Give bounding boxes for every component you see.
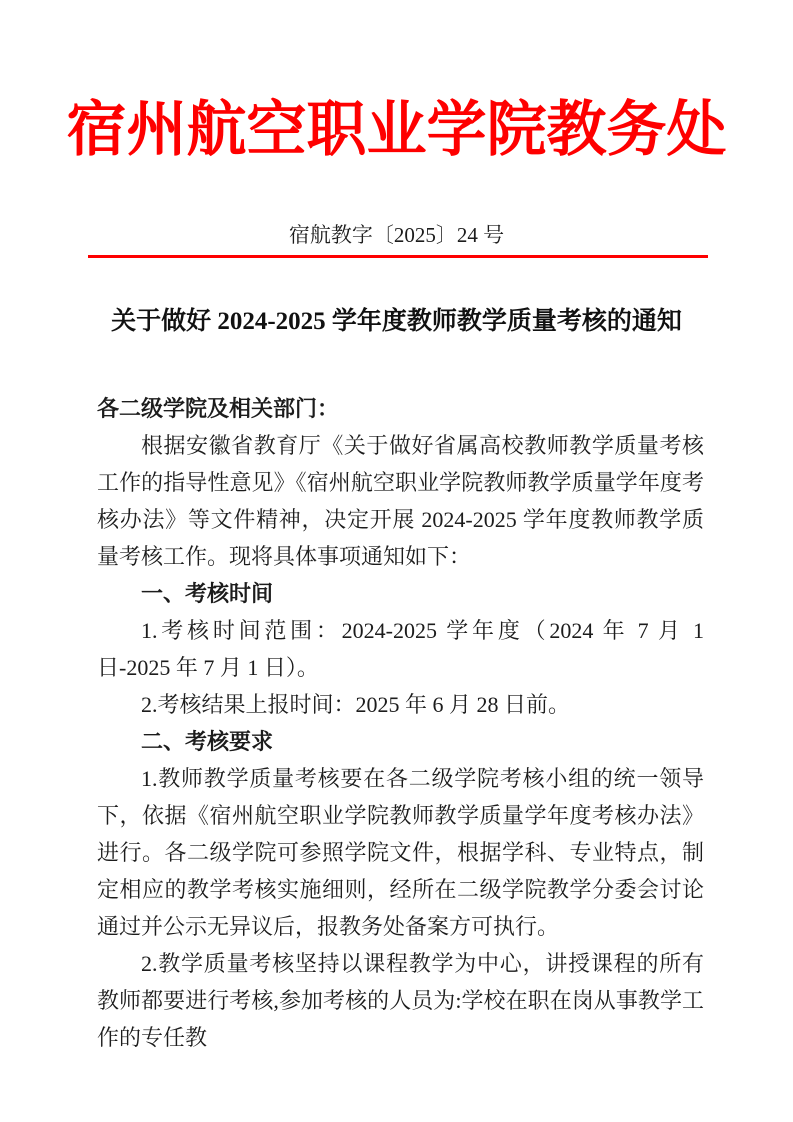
notice-body — [97, 390, 704, 1056]
salutation: 各二级学院及相关部门： — [97, 396, 340, 421]
letterhead-title: 宿州航空职业学院教务处 — [66, 97, 727, 163]
section-1-heading: 一、考核时间 — [141, 581, 274, 606]
section-1-paragraph-2: 2.考核结果上报时间：2025 年 6 月 28 日前。 — [141, 692, 571, 717]
intro-paragraph: 根据安徽省教育厅《关于做好省属高校教师教学质量考核工作的指导性意见》《宿州航空职业学院教师教学质量学年度考核办法》等文件精神，决定开展 2024-2025 学年度教师教学质量考核工作。现将具体事项通知如下： — [97, 433, 704, 569]
section-2-paragraph-2: 2.教学质量考核坚持以课程教学为中心，讲授课程的所有教师都要进行考核,参加考核的人员为:学校在职在岗从事教学工作的专任教 — [97, 951, 704, 1050]
document-number: 宿航教字〔2025〕24 号 — [288, 222, 505, 247]
notice-title: 关于做好 2024-2025 学年度教师教学质量考核的通知 — [111, 307, 682, 335]
section-2-paragraph-1: 1.教师教学质量考核要在各二级学院考核小组的统一领导下，依据《宿州航空职业学院教师教学质量学年度考核办法》进行。各二级学院可参照学院文件，根据学科、专业特点，制定相应的教学考核实施细则，经所在二级学院教学分委会讨论通过并公示无异议后，报教务处备案方可执行。 — [97, 766, 704, 939]
red-divider-rule — [88, 255, 708, 258]
section-1-paragraph-1: 1.考核时间范围：2024-2025 学年度（2024 年 7 月 1 日-2025 年 7 月 1 日）。 — [97, 618, 704, 680]
section-2-heading: 二、考核要求 — [141, 729, 274, 754]
